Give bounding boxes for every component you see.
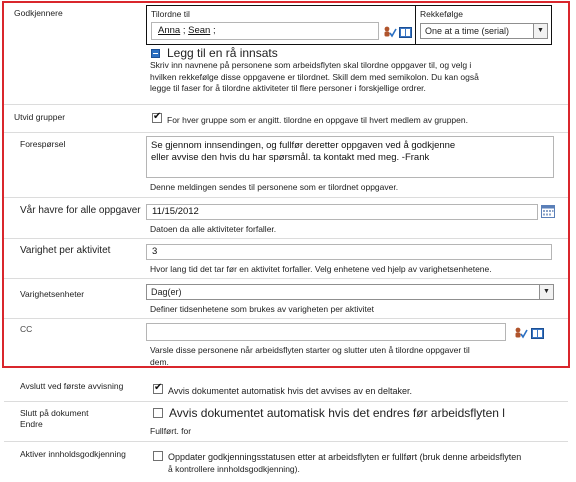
request-textarea[interactable]: Se gjennom innsendingen, og fullfør deretter oppgaven ved å godkjenne eller avvise den hvis du har spørsmål. ta kontakt med meg. -Frank bbox=[146, 136, 554, 178]
end-on-change-continuation: Fullført. for bbox=[150, 426, 192, 436]
approvers-table bbox=[146, 5, 552, 45]
due-date-label: Vår havre for alle oppgaver bbox=[20, 205, 141, 216]
divider bbox=[4, 197, 568, 198]
approvers-label: Godkjennere bbox=[14, 8, 63, 18]
divider bbox=[4, 238, 568, 239]
calendar-icon[interactable] bbox=[541, 205, 555, 218]
end-first-reject-text: Avvis dokumentet automatisk hvis det avvises av en deltaker. bbox=[168, 386, 412, 396]
cc-description: Varsle disse personene når arbeidsflyten starter og slutter uten å tilordne oppgaver til dem. bbox=[150, 345, 470, 367]
address-book-icon[interactable] bbox=[531, 326, 543, 337]
duration-label: Varighet per aktivitet bbox=[20, 245, 111, 256]
assignee-sean[interactable]: Sean bbox=[188, 25, 211, 36]
order-select[interactable]: One at a time (serial) ▼ bbox=[420, 23, 548, 39]
chevron-down-icon: ▼ bbox=[533, 24, 547, 38]
assignee-anna[interactable]: Anna bbox=[158, 25, 181, 36]
expand-groups-checkbox[interactable] bbox=[152, 113, 162, 123]
assign-to-input[interactable]: Anna ; Sean ; bbox=[151, 22, 379, 40]
duration-units-label: Varighetsenheter bbox=[20, 289, 85, 299]
assign-to-header: Tilordne til bbox=[151, 9, 190, 19]
divider bbox=[4, 278, 568, 279]
add-stage-icon[interactable] bbox=[151, 49, 160, 58]
request-description: Denne meldingen sendes til personene som er tilordnet oppgaver. bbox=[150, 182, 399, 192]
order-header: Rekkefølge bbox=[420, 9, 463, 19]
duration-units-description: Definer tidsenhetene som brukes av varigheten per aktivitet bbox=[150, 304, 374, 314]
address-book-icon[interactable] bbox=[399, 25, 411, 36]
chevron-down-icon: ▼ bbox=[539, 285, 553, 299]
cc-input[interactable] bbox=[146, 323, 506, 341]
approvers-description: Skriv inn navnene på personene som arbeidsflyten skal tilordne oppgaver til, og velg i hvilken rekkefølge disse oppgavene er tilordnet. Skill dem med semikolon. Du kan også legge til faser for å tilordne aktiviteter til flere personer i forskjellige ordrer. bbox=[150, 60, 479, 93]
check-names-icon[interactable] bbox=[514, 326, 526, 337]
divider bbox=[4, 104, 568, 105]
content-approval-text: Oppdater godkjenningsstatusen etter at arbeidsflyten er fullført (bruk denne arbeidsflyten å kontrollere innholdsgodkjenning). bbox=[168, 452, 522, 474]
due-date-input[interactable]: 11/15/2012 bbox=[146, 204, 538, 220]
end-first-reject-checkbox[interactable] bbox=[153, 384, 163, 394]
check-names-icon[interactable] bbox=[383, 25, 395, 36]
content-approval-checkbox[interactable] bbox=[153, 451, 163, 461]
divider bbox=[4, 132, 568, 133]
end-on-change-text: Avvis dokumentet automatisk hvis det endres før arbeidsflyten l bbox=[169, 406, 505, 420]
divider bbox=[4, 441, 568, 442]
expand-groups-label: Utvid grupper bbox=[14, 112, 66, 122]
content-approval-label: Aktiver innholdsgodkjenning bbox=[20, 449, 126, 459]
divider bbox=[4, 401, 568, 402]
expand-groups-text: For hver gruppe som er angitt. tilordne en oppgave til hvert medlem av gruppen. bbox=[167, 115, 468, 125]
duration-units-select[interactable]: Dag(er) ▼ bbox=[146, 284, 554, 300]
end-on-change-label: Slutt på dokument Endre bbox=[20, 408, 89, 429]
divider bbox=[4, 318, 568, 319]
end-on-change-checkbox[interactable] bbox=[153, 408, 163, 418]
due-date-description: Datoen da alle aktiviteter forfaller. bbox=[150, 224, 277, 234]
duration-description: Hvor lang tid det tar før en aktivitet forfaller. Velg enhetene ved hjelp av varighetsenhetene. bbox=[150, 264, 492, 274]
end-first-reject-label: Avslutt ved første avvisning bbox=[20, 381, 124, 391]
cc-label: CC bbox=[20, 324, 33, 334]
request-label: Forespørsel bbox=[20, 139, 66, 149]
duration-input[interactable]: 3 bbox=[146, 244, 552, 260]
add-stage-link[interactable]: Legg til en rå innsats bbox=[167, 46, 278, 60]
